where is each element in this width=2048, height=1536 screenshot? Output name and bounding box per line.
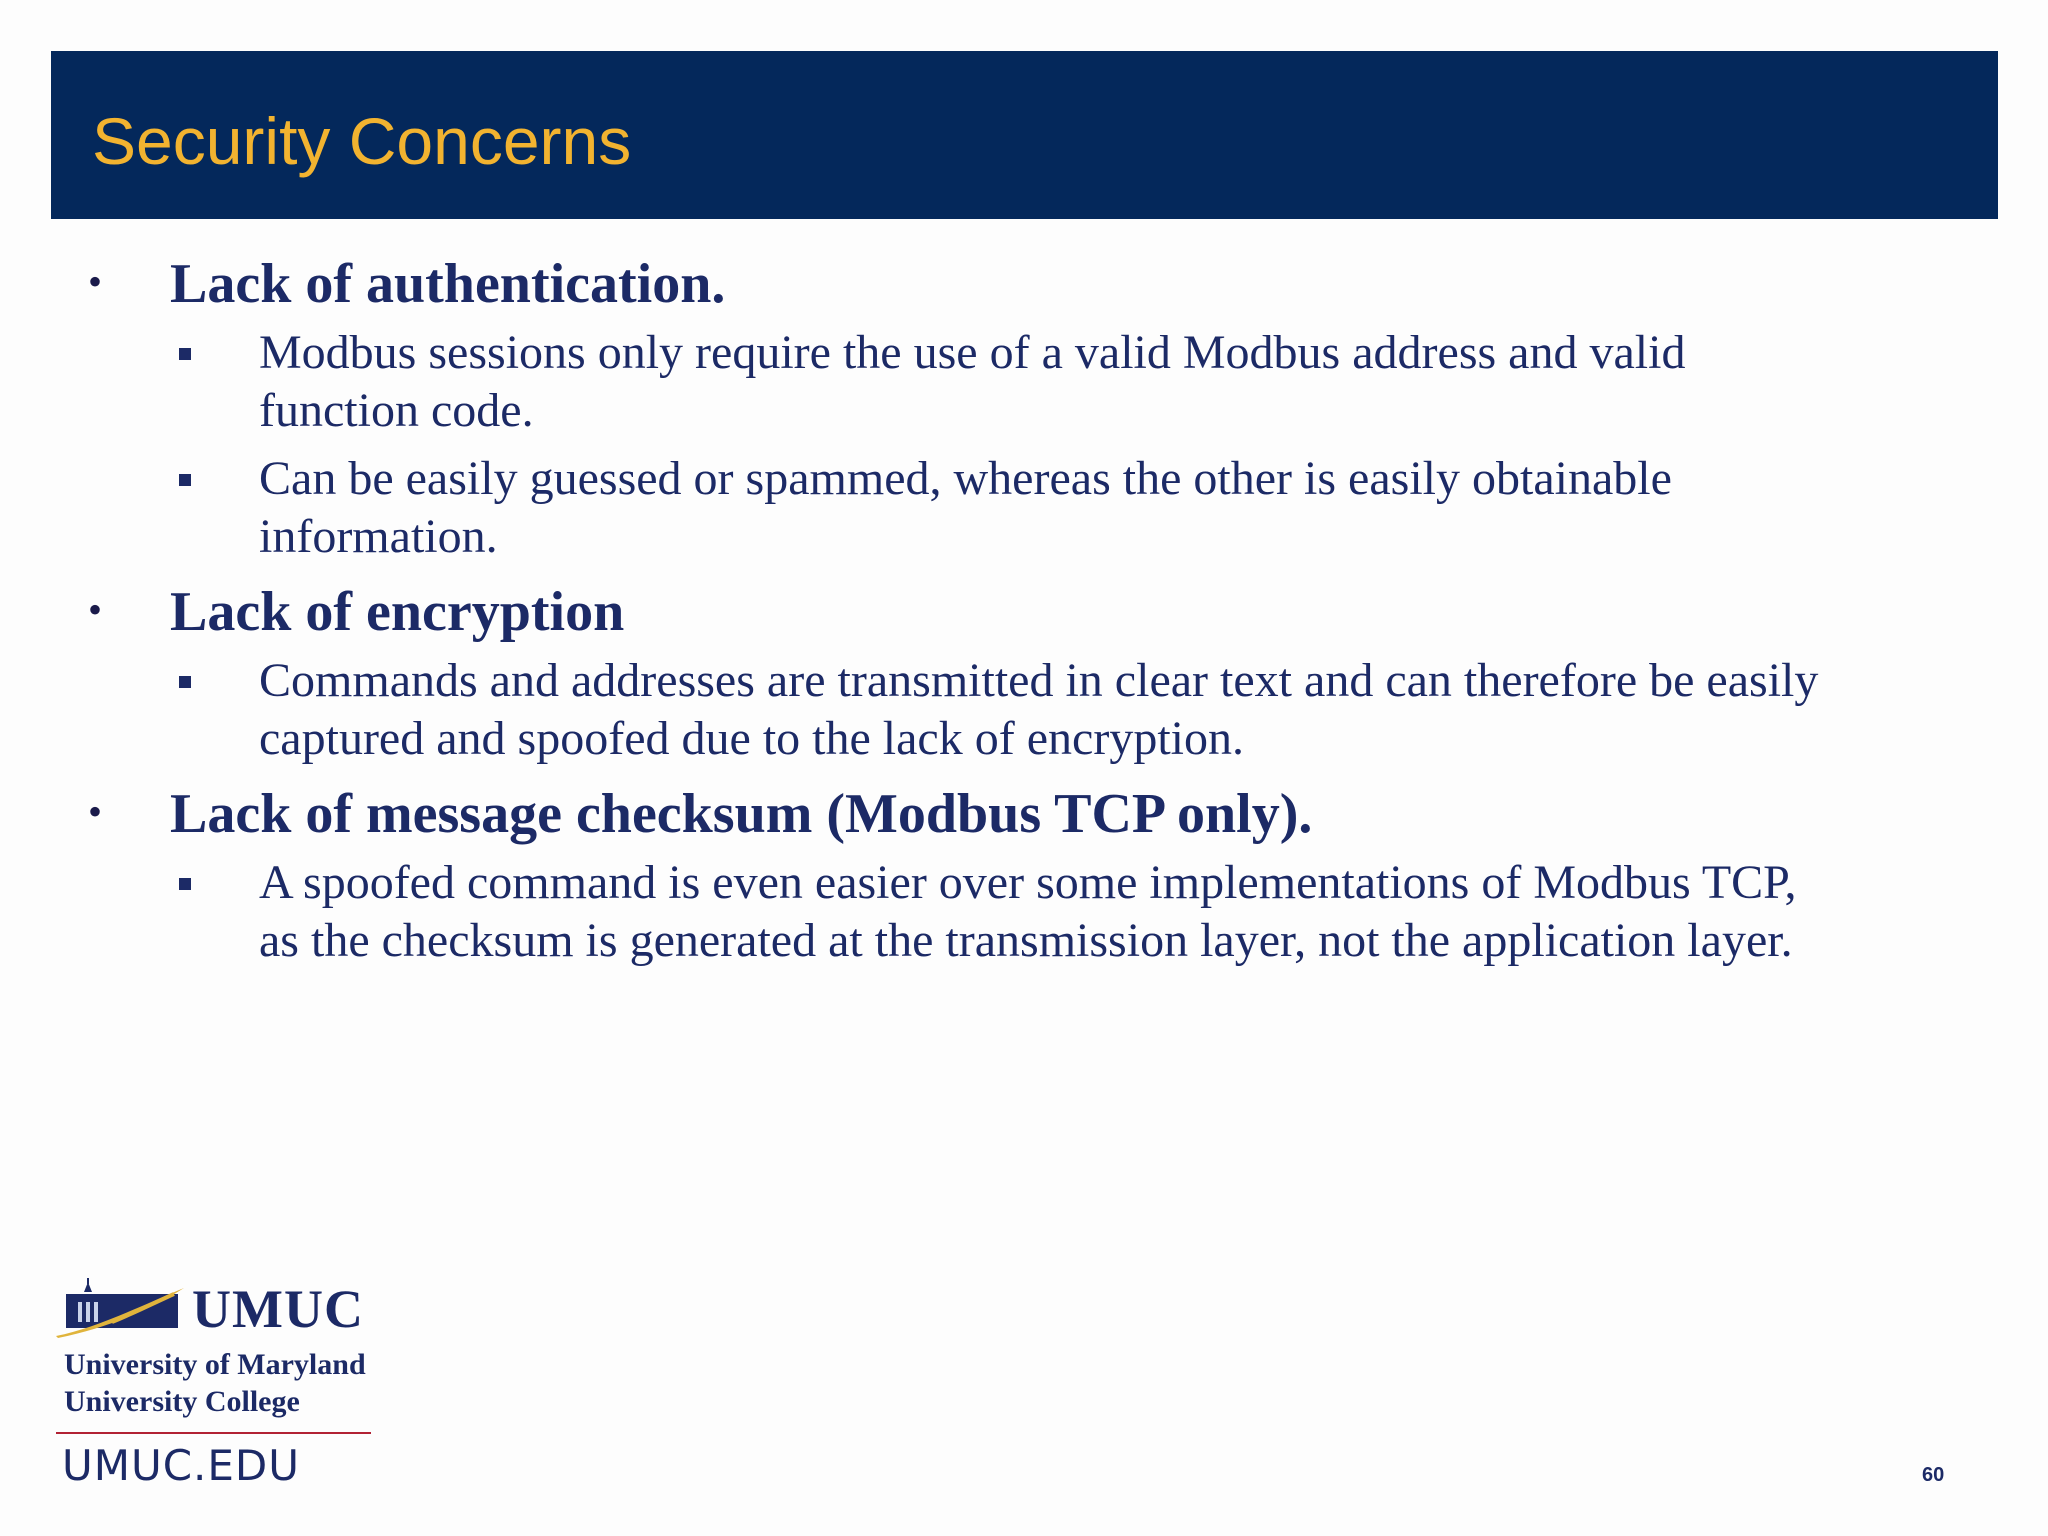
sub-bullet-text: A spoofed command is even easier over some implementations of Modbus TCP, as the checksum is generated at the transmission layer, not the application layer. [259,856,1797,967]
bullet-item [88,778,1948,970]
dome-swoosh-icon [56,1278,186,1340]
logo-top-row [56,1278,376,1340]
logo-college-line: University College [64,1385,300,1418]
slide-content [88,248,1948,980]
bullet-heading: Lack of encryption [170,581,625,643]
title-bar [51,51,1998,219]
bullet-list [88,248,1948,970]
logo-wordmark: UMUC [192,1279,364,1339]
bullet-heading: Lack of message checksum (Modbus TCP only). [170,783,1313,845]
bullet-item [88,576,1948,768]
sub-bullet-list [170,854,1948,970]
logo-divider [56,1432,371,1434]
sub-bullet-text: Modbus sessions only require the use of a valid Modbus address and valid function code. [259,326,1686,437]
sub-bullet-item [170,450,1948,566]
logo-university-line: University of Maryland [64,1348,366,1381]
sub-bullet-item [170,652,1948,768]
square-bullet-icon [179,474,191,486]
sub-bullet-list [170,652,1948,768]
page-number: 60 [1922,1464,1945,1486]
bullet-dot-icon: • [88,789,103,834]
bullet-dot-icon: • [88,259,103,304]
footer-url: UMUC.EDU [62,1441,301,1490]
bullet-dot-icon: • [88,587,103,632]
square-bullet-icon [179,878,191,890]
slide-title: Security Concerns [92,104,632,178]
umuc-logo [56,1278,376,1434]
sub-bullet-text: Commands and addresses are transmitted in clear text and can therefore be easily captured and spoofed due to the lack of encryption. [259,654,1819,765]
sub-bullet-text: Can be easily guessed or spammed, whereas the other is easily obtainable information. [259,452,1672,563]
sub-bullet-item [170,854,1948,970]
sub-bullet-list [170,324,1948,566]
bullet-item [88,248,1948,566]
sub-bullet-item [170,324,1948,440]
square-bullet-icon [179,676,191,688]
square-bullet-icon [179,348,191,360]
bullet-heading: Lack of authentication. [170,253,726,315]
